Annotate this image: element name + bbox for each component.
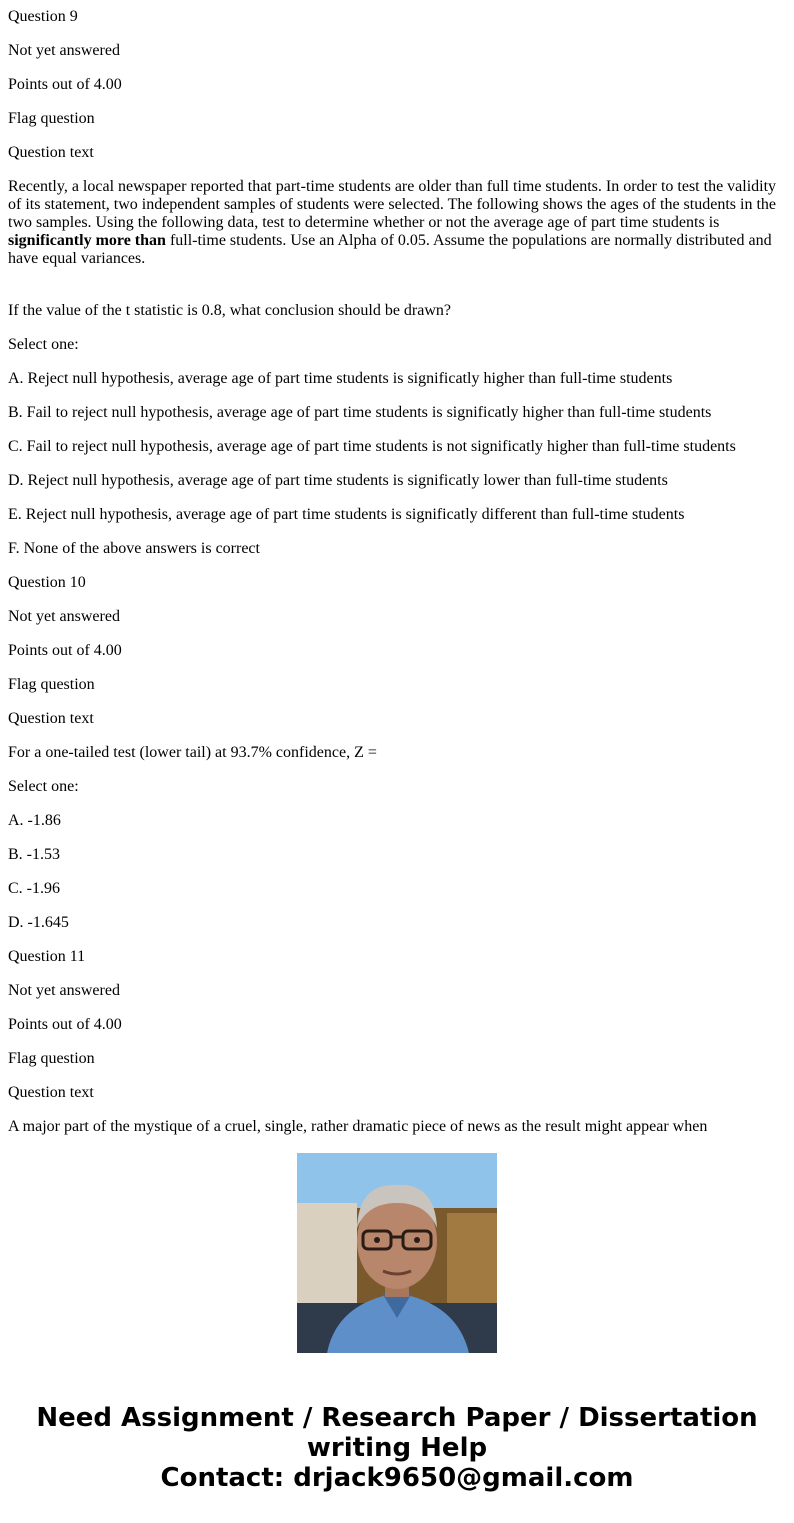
question-body-emphasis: significantly more than	[8, 232, 166, 249]
question-title: Question 9	[8, 8, 78, 25]
promo-line: Need Assignment / Research Paper / Dissertation	[36, 1403, 758, 1433]
promo-line: writing Help	[306, 1433, 488, 1463]
contact-email[interactable]: Contact: drjack9650@gmail.com	[160, 1463, 634, 1493]
select-one-label: Select one:	[8, 336, 79, 353]
question-list	[8, 0, 784, 1135]
select-one-label: Select one:	[8, 778, 79, 795]
question-title: Question 10	[8, 574, 86, 591]
answer-option-d[interactable]: D. Reject null hypothesis, average age of part time students is significatly lower than full-time students	[8, 472, 668, 489]
flag-question-link[interactable]: Flag question	[8, 1050, 95, 1067]
answer-option-a[interactable]: A. Reject null hypothesis, average age of part time students is significatly higher than full-time students	[8, 370, 673, 387]
answer-option-f[interactable]: F. None of the above answers is correct	[8, 540, 260, 557]
question-title: Question 11	[8, 948, 86, 965]
flag-question-link[interactable]: Flag question	[8, 676, 95, 693]
promo-footer	[0, 1403, 794, 1493]
answer-option-c[interactable]: C. -1.96	[8, 880, 60, 897]
answer-option-d[interactable]: D. -1.645	[8, 914, 69, 931]
author-avatar	[297, 1153, 497, 1353]
question-status: Not yet answered	[8, 42, 120, 59]
question-prompt: If the value of the t statistic is 0.8, what conclusion should be drawn?	[8, 302, 452, 319]
question-body-text: Recently, a local newspaper reported that part-time students are older than full time students. In order to test the validity of its statement, two independent samples of students were selected. The following shows the ages of the students in the two samples. Using the following data, test to determine whether or not the average age of part time students is	[8, 178, 777, 231]
question-prompt-cutoff: A major part of the mystique of a cruel, single, rather dramatic piece of news as the result might appear when	[8, 1118, 708, 1135]
answer-option-a[interactable]: A. -1.86	[8, 812, 61, 829]
answer-option-e[interactable]: E. Reject null hypothesis, average age of part time students is significatly different than full-time students	[8, 506, 685, 523]
author-photo	[297, 1153, 497, 1353]
question-text-heading: Question text	[8, 144, 94, 161]
question-status: Not yet answered	[8, 608, 120, 625]
question-status: Not yet answered	[8, 982, 120, 999]
question-points: Points out of 4.00	[8, 1016, 122, 1033]
answer-option-b[interactable]: B. -1.53	[8, 846, 60, 863]
question-body-text: full-time students. Use an Alpha of 0.05. Assume the populations are normally distributed and have equal variances.	[8, 232, 772, 267]
question-text-heading: Question text	[8, 710, 94, 727]
answer-option-b[interactable]: B. Fail to reject null hypothesis, average age of part time students is significatly higher than full-time students	[8, 404, 712, 421]
flag-question-link[interactable]: Flag question	[8, 110, 95, 127]
question-text-heading: Question text	[8, 1084, 94, 1101]
answer-option-c[interactable]: C. Fail to reject null hypothesis, average age of part time students is not significatly higher than full-time students	[8, 438, 736, 455]
question-body	[8, 178, 784, 268]
question-prompt: For a one-tailed test (lower tail) at 93.7% confidence, Z =	[8, 744, 377, 761]
question-points: Points out of 4.00	[8, 76, 122, 93]
question-points: Points out of 4.00	[8, 642, 122, 659]
